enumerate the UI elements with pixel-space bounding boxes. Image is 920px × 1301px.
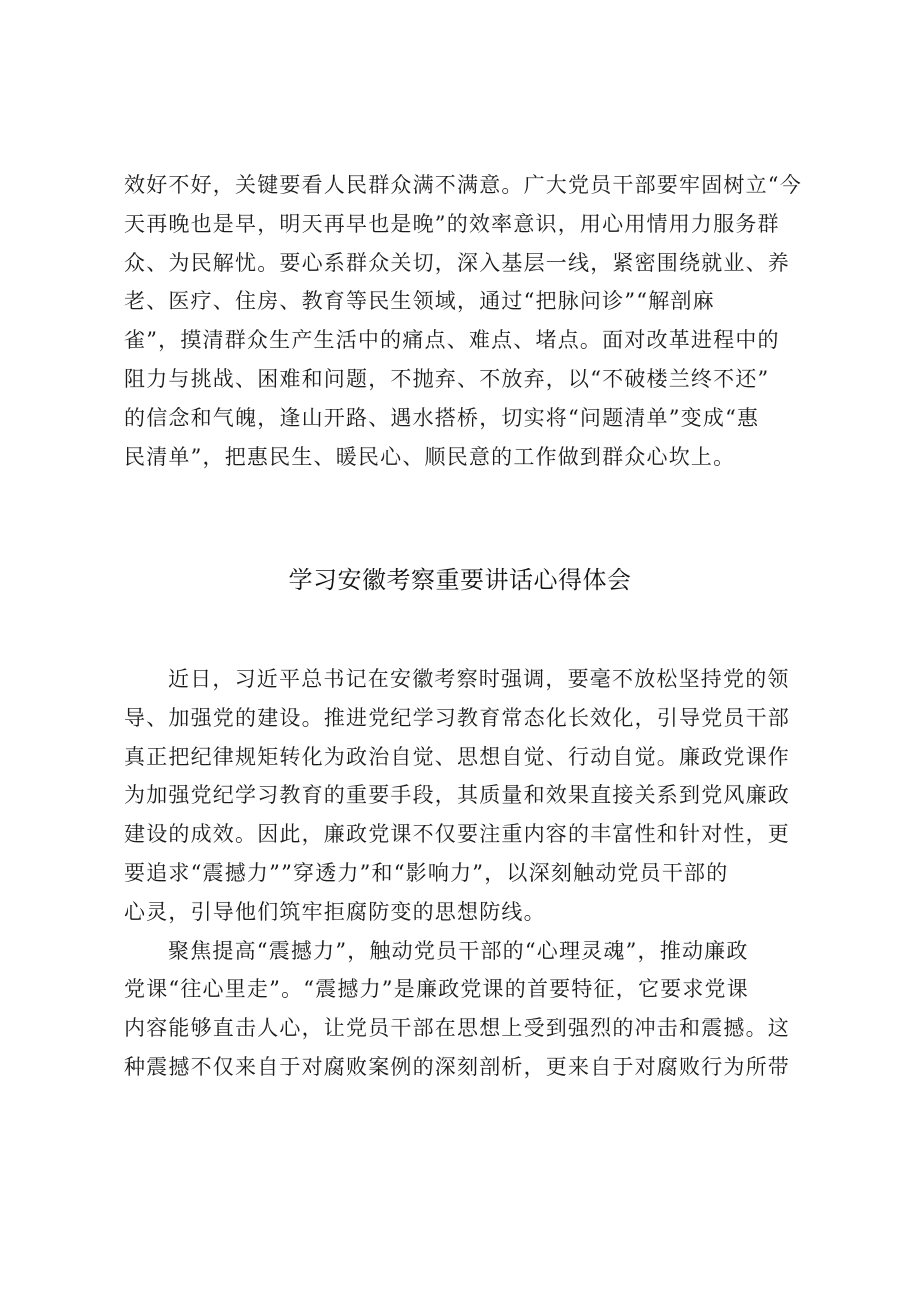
text-line: 要追求“震撼力””穿透力”和“影响力”，以深刻触动党员干部的 xyxy=(124,860,729,885)
text-line: 的信念和气魄，逢山开路、遇水搭桥，切实将“问题清单”变成“惠 xyxy=(124,405,760,430)
text-line: 心灵，引导他们筑牢拒腐防变的思想防线。 xyxy=(124,899,546,924)
text-line: 为加强党纪学习教育的重要手段，其质量和效果直接关系到党风廉政 xyxy=(124,783,790,808)
text-line: 天再晚也是早，明天再早也是晚”的效率意识，用心用情用力服务群 xyxy=(124,211,780,236)
text-line: 种震撼不仅来自于对腐败案例的深刻剖析，更来自于对腐败行为所带 xyxy=(124,1054,790,1079)
text-line: 导、加强党的建设。推进党纪学习教育常态化长效化，引导党员干部 xyxy=(124,705,790,730)
text-line: 众、为民解忧。要心系群众关切，深入基层一线，紧密围绕就业、养 xyxy=(124,250,790,275)
section-heading: 学习安徽考察重要讲话心得体会 xyxy=(288,566,632,594)
text-line: 民清单”，把惠民生、暖民心、顺民意的工作做到群众心坎上。 xyxy=(124,444,736,469)
text-line: 内容能够直击人心，让党员干部在思想上受到强烈的冲击和震撼。这 xyxy=(124,1016,790,1041)
body-paragraph-1 xyxy=(124,660,808,932)
text-line: 阻力与挑战、困难和问题，不抛弃、不放弃，以“不破楼兰终不还” xyxy=(124,366,770,391)
text-line: 近日，习近平总书记在安徽考察时强调，要毫不放松坚持党的领 xyxy=(168,667,790,691)
top-paragraph xyxy=(124,166,808,476)
text-line: 效好不好，关键要看人民群众满不满意。广大党员干部要牢固树立“今 xyxy=(124,173,802,197)
text-line: 老、医疗、住房、教育等民生领域，通过“把脉问诊”“解剖麻 xyxy=(124,289,715,314)
body-text xyxy=(124,660,808,1087)
body-paragraph-2 xyxy=(124,932,808,1087)
text-line: 党课“往心里走”。“震撼力”是廉政党课的首要特征，它要求党课 xyxy=(124,977,749,1002)
text-line: 真正把纪律规矩转化为政治自觉、思想自觉、行动自觉。廉政党课作 xyxy=(124,744,790,769)
text-line: 雀”，摸清群众生产生活中的痛点、难点、堵点。面对改革进程中的 xyxy=(124,328,780,353)
text-line: 聚焦提高“震撼力”，触动党员干部的“心理灵魂”，推动廉政 xyxy=(168,938,749,963)
text-line: 建设的成效。因此，廉政党课不仅要注重内容的丰富性和针对性，更 xyxy=(124,822,790,847)
